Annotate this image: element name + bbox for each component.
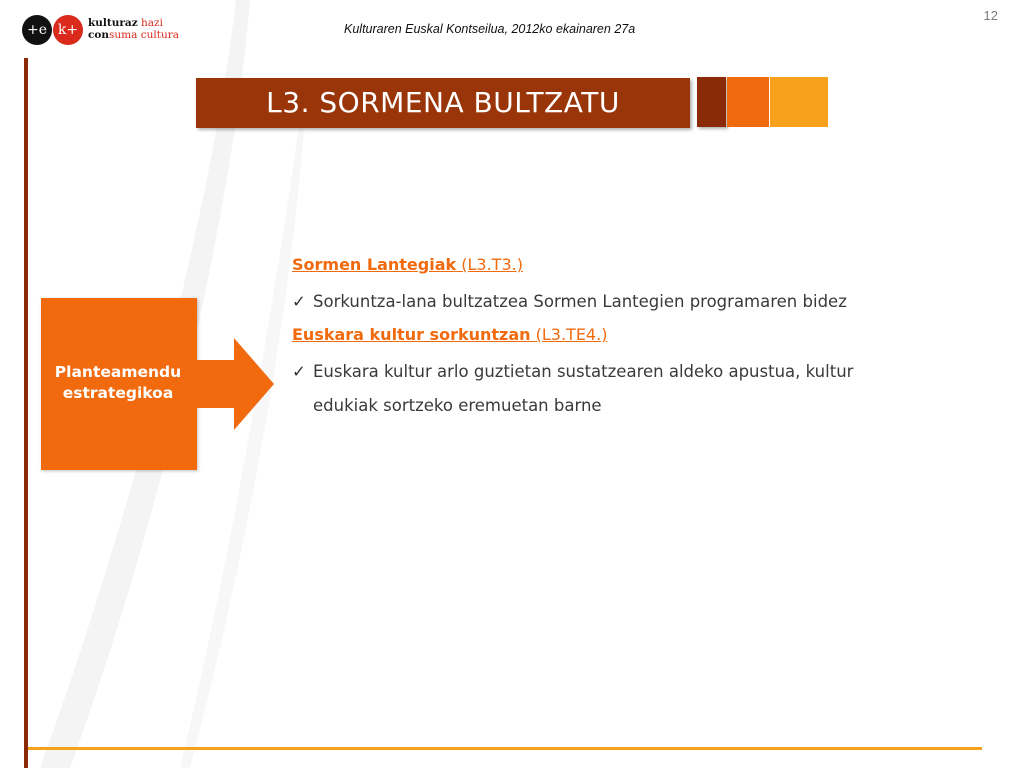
logo-word-con: con [88,29,110,41]
content-area [292,253,992,425]
check-icon: ✓ [292,362,306,381]
heading-euskara-title: Euskara kultur sorkuntzan [292,325,531,344]
bullet-item [292,285,992,319]
logo-circle-ee: +e [22,15,52,45]
bottom-horizontal-rule [28,747,982,750]
header-caption: Kulturaren Euskal Kontseilua, 2012ko ekainaren 27a [344,22,636,36]
check-icon: ✓ [292,292,306,311]
heading-sormen-lantegiak-code: (L3.T3.) [461,255,523,274]
logo-word-suma-cultura: suma cultura [109,29,179,41]
left-vertical-rule [24,58,28,768]
heading-sormen-lantegiak[interactable] [292,255,523,274]
strategy-label-line1: Planteamendu [54,363,182,381]
bullet-text: Sorkuntza-lana bultzatzea Sormen Lantegien programaren bidez [313,292,847,311]
logo-word-hazi: hazi [141,17,163,29]
arrow-right-icon [196,338,276,430]
logo [22,15,182,47]
page-number: 12 [983,8,998,23]
logo-circle-kk: k+ [53,15,83,45]
logo-word-kulturaz: kulturaz [88,17,138,29]
title-square-orange [727,77,769,127]
title-square-amber [770,77,828,127]
strategy-label-line2: estrategikoa [62,384,174,402]
slide-title: L3. SORMENA BULTZATU [196,78,690,128]
bullet-item [292,355,992,423]
strategy-label [30,362,206,404]
heading-euskara-code: (L3.TE4.) [535,325,608,344]
heading-euskara-kultur-sorkuntzan[interactable] [292,325,607,344]
bullet-text-line1: Euskara kultur arlo guztietan sustatzearen aldeko apustua, kultur [313,362,854,381]
heading-sormen-lantegiak-title: Sormen Lantegiak [292,255,457,274]
title-square-dark [697,77,726,127]
bullet-text-line2: edukiak sortzeko eremuetan barne [313,396,602,415]
logo-text [88,17,179,41]
